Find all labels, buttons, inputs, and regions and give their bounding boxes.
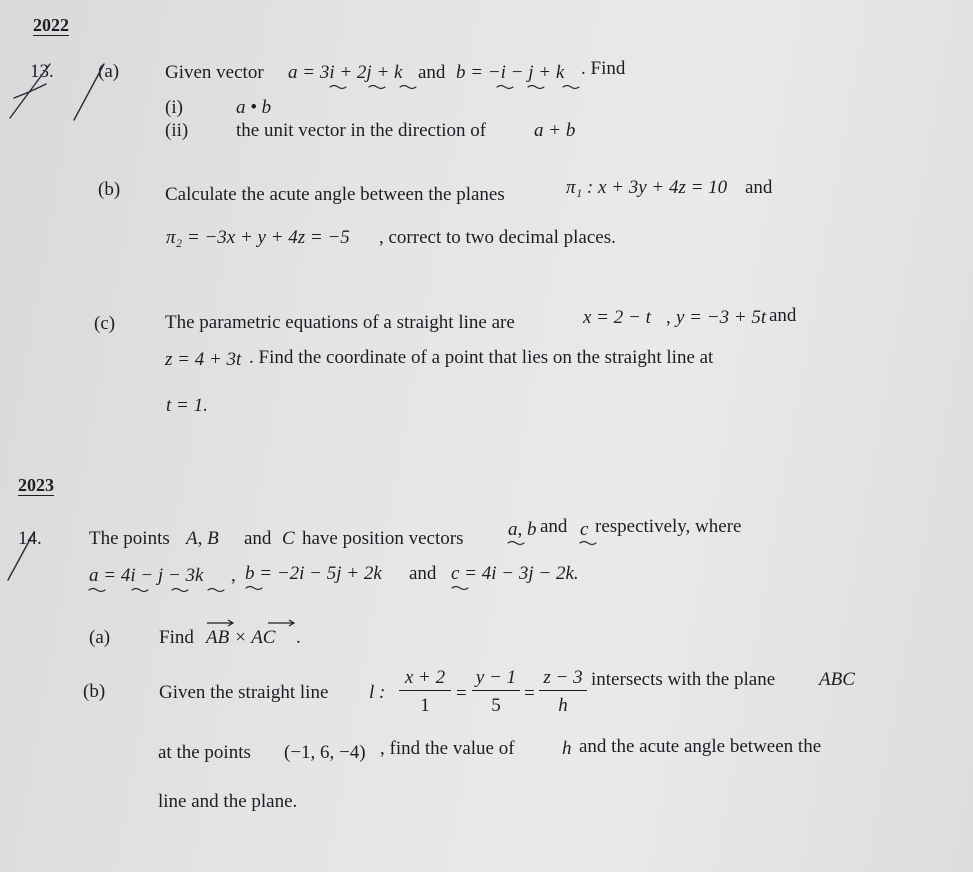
q13a-i-label: (i)	[165, 97, 183, 118]
q14b-line-label: l :	[369, 682, 386, 703]
q13b-text-2: , correct to two decimal places.	[379, 227, 616, 248]
tilde-i-a	[330, 86, 346, 89]
q14a-label: (a)	[89, 627, 111, 648]
q13b-and: and	[745, 177, 773, 198]
tilde-i-b	[497, 86, 513, 89]
year-heading-2023: 2023	[18, 475, 54, 495]
tilde-j-14a	[172, 589, 188, 592]
arrow-ab	[207, 620, 233, 626]
q13a-label: (a)	[98, 61, 120, 82]
tilde-c-14	[452, 587, 468, 590]
q13a-vector-b: b = −i − j + k	[456, 62, 565, 83]
tilde-k-a	[400, 86, 416, 89]
fraction-y-numerator: y − 1	[472, 668, 520, 691]
q14b-equals-1: =	[456, 683, 467, 704]
q13c-text: The parametric equations of a straight line are	[165, 312, 515, 333]
q14a-period: .	[296, 627, 301, 648]
q13a-and: and	[418, 62, 446, 83]
fraction-x-denominator: 1	[420, 695, 430, 716]
q14-intro-text-3: respectively, where	[595, 516, 742, 537]
q13a-text: Given vector	[165, 62, 264, 83]
tilde-a-intro	[508, 542, 524, 545]
year-heading-2022: 2022	[33, 15, 69, 35]
q13c-eq-y: y = −3 + 5t	[676, 307, 767, 328]
q14b-text-2: intersects with the plane	[591, 669, 776, 690]
q14-intro-points: A, B	[186, 528, 219, 549]
q14b-fraction-y	[472, 668, 520, 715]
q14-intro-text: The points	[89, 528, 170, 549]
tilde-i-14a	[132, 589, 148, 592]
q14a-find: Find	[159, 627, 194, 648]
q14a-cross-product: AB × AC	[206, 627, 276, 648]
fraction-x-numerator: x + 2	[399, 668, 451, 691]
pen-mark-13-tick	[14, 84, 46, 98]
q13a-ii-expression: a + b	[534, 120, 576, 141]
q14b-plane-abc: ABC	[819, 669, 855, 690]
q14-intro-and: and	[244, 528, 272, 549]
question-number-14: 14.	[18, 528, 42, 549]
tilde-b-14	[246, 587, 262, 590]
q13b-text: Calculate the acute angle between the planes	[165, 184, 505, 205]
fraction-y-denominator: 5	[491, 695, 501, 716]
q14b-fraction-x	[399, 668, 451, 715]
q13c-comma: ,	[666, 307, 671, 328]
q14-vector-b: b = −2i − 5j + 2k	[245, 563, 382, 584]
q13c-text-2: . Find the coordinate of a point that lies on the straight line at	[249, 347, 714, 368]
q14b-text-5: and the acute angle between the	[579, 736, 822, 757]
tilde-k-b	[563, 86, 579, 89]
q14b-h: h	[562, 738, 572, 759]
q14-vector-and: and	[409, 563, 437, 584]
q13c-eq-t: t = 1.	[166, 395, 208, 416]
q14-intro-text-2: have position vectors	[302, 528, 464, 549]
q14b-equals-2: =	[524, 683, 535, 704]
fraction-z-denominator: h	[558, 695, 568, 716]
q13a-vector-a: a = 3i + 2j + k	[288, 62, 403, 83]
q14b-text-3: at the points	[158, 742, 251, 763]
tilde-j-b	[528, 86, 544, 89]
q13a-i-expression: a • b	[236, 97, 272, 118]
vector-arrows	[207, 620, 294, 626]
question-number-13: 13.	[30, 61, 54, 82]
q14-intro-vector-c: c	[580, 519, 589, 540]
q13c-label: (c)	[94, 313, 116, 334]
tilde-k-14a	[208, 589, 224, 592]
tilde-a-14	[89, 589, 105, 592]
tilde-c-intro	[580, 542, 596, 545]
q14-vector-separator: ,	[231, 565, 236, 586]
q13a-ii-label: (ii)	[165, 120, 189, 141]
q14b-text: Given the straight line	[159, 682, 329, 703]
q13b-plane-2: π₂ = −3x + y + 4z = −5	[166, 227, 350, 248]
q14-vector-c: c = 4i − 3j − 2k.	[451, 563, 579, 584]
q13c-eq-x: x = 2 − t	[583, 307, 651, 328]
q14b-point: (−1, 6, −4)	[284, 742, 366, 763]
q14b-text-4: , find the value of	[380, 738, 515, 759]
q14-vector-a: a = 4i − j − 3k	[89, 565, 204, 586]
arrow-ac	[268, 620, 294, 626]
q13c-eq-z: z = 4 + 3t	[165, 349, 242, 370]
q14b-label: (b)	[83, 681, 106, 702]
tilde-j-a	[369, 86, 385, 89]
q13a-find: . Find	[581, 58, 626, 79]
q14b-fraction-z	[539, 668, 587, 715]
q14-intro-vectors: a, b	[508, 519, 537, 540]
q13b-plane-1: π₁ : x + 3y + 4z = 10	[566, 177, 728, 198]
q13a-ii-text: the unit vector in the direction of	[236, 120, 487, 141]
q13c-and: and	[769, 305, 797, 326]
q14-intro-and-2: and	[540, 516, 568, 537]
q14-intro-point-c: C	[282, 528, 295, 549]
q14b-text-6: line and the plane.	[158, 791, 298, 812]
q13b-label: (b)	[98, 179, 121, 200]
fraction-z-numerator: z − 3	[539, 668, 587, 691]
